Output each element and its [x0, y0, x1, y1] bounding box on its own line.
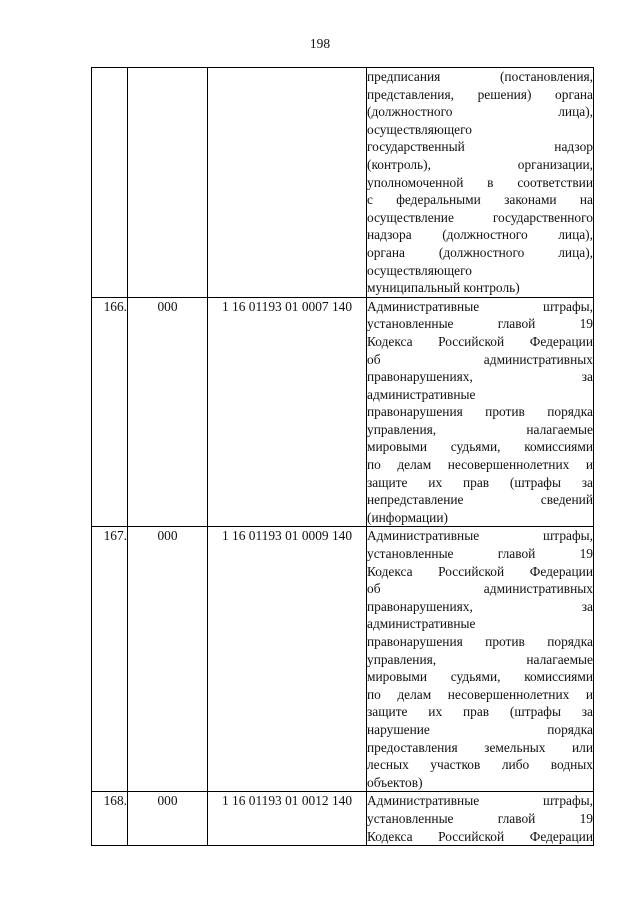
description-line: административные [367, 616, 476, 632]
budget-code-cell: 1 16 01193 01 0012 140 [208, 792, 367, 846]
description-line: муниципальный контроль) [367, 280, 520, 296]
description-line: представления, решения) органа [367, 86, 593, 102]
description-line: правонарушениях, за [367, 598, 593, 614]
row-number-cell: 166. [92, 297, 128, 527]
description-cell [367, 792, 594, 846]
description-line: государственный надзор [367, 139, 593, 155]
description-line: осуществляющего [367, 262, 472, 278]
description-line: правонарушениях, за [367, 369, 593, 385]
description-line: защите их прав (штрафы за [367, 704, 593, 720]
description-line: (должностного лица), [367, 104, 593, 120]
description-line: управления, налагаемые [367, 651, 593, 667]
description-line: правонарушения против порядка [367, 634, 593, 649]
description-line: надзора (должностного лица), [367, 227, 593, 243]
description-line: Кодекса Российской Федерации [367, 563, 593, 579]
row-number-cell: 167. [92, 527, 128, 792]
table-row [92, 68, 594, 298]
description-line: уполномоченной в соответствии [367, 174, 593, 190]
description-line: об административных [367, 351, 593, 367]
description-line: об административных [367, 581, 593, 597]
description-line: мировыми судьями, комиссиями [367, 439, 593, 455]
description-cell [367, 68, 594, 298]
budget-code-cell: 1 16 01193 01 0007 140 [208, 297, 367, 527]
description-line: непредставление сведений [367, 492, 593, 508]
description-line: управления, налагаемые [367, 421, 593, 437]
budget-code-cell: 1 16 01193 01 0009 140 [208, 527, 367, 792]
description-line: Кодекса Российской Федерации [367, 828, 593, 844]
row-number-cell: 168. [92, 792, 128, 846]
description-line: Административные штрафы, [367, 298, 593, 314]
description-line: нарушение порядка [367, 721, 593, 737]
description-line: мировыми судьями, комиссиями [367, 669, 593, 685]
admin-code-cell: 000 [128, 792, 208, 846]
budget-code-cell [208, 68, 367, 298]
table-body [92, 68, 594, 846]
budget-codes-table [91, 67, 594, 846]
table-row [92, 527, 594, 792]
description-line: предписания (постановления, [367, 69, 593, 84]
description-line: по делам несовершеннолетних и [367, 457, 593, 473]
description-line: (информации) [367, 509, 448, 525]
description-line: Кодекса Российской Федерации [367, 333, 593, 349]
page-number: 198 [309, 36, 331, 51]
description-line: Административные штрафы, [367, 793, 593, 809]
description-line: объектов) [367, 774, 423, 790]
description-line: установленные главой 19 [367, 810, 593, 826]
description-line: с федеральными законами на [367, 192, 593, 208]
admin-code-cell: 000 [128, 527, 208, 792]
description-line: лесных участков либо водных [367, 757, 593, 773]
description-line: правонарушения против порядка [367, 404, 593, 420]
description-line: органа (должностного лица), [367, 244, 593, 260]
description-line: по делам несовершеннолетних и [367, 686, 593, 702]
description-line: административные [367, 386, 476, 402]
admin-code-cell: 000 [128, 297, 208, 527]
description-cell [367, 527, 594, 792]
description-line: защите их прав (штрафы за [367, 474, 593, 490]
description-line: осуществляющего [367, 121, 472, 137]
description-line: Административные штрафы, [367, 528, 593, 544]
row-number-cell [92, 68, 128, 298]
table-row [92, 297, 594, 527]
description-line: предоставления земельных или [367, 739, 593, 755]
description-line: осуществление государственного [367, 209, 593, 225]
description-cell [367, 297, 594, 527]
description-line: установленные главой 19 [367, 316, 593, 332]
description-line: установленные главой 19 [367, 546, 593, 562]
table-row [92, 792, 594, 846]
description-line: (контроль), организации, [367, 156, 593, 172]
admin-code-cell [128, 68, 208, 298]
